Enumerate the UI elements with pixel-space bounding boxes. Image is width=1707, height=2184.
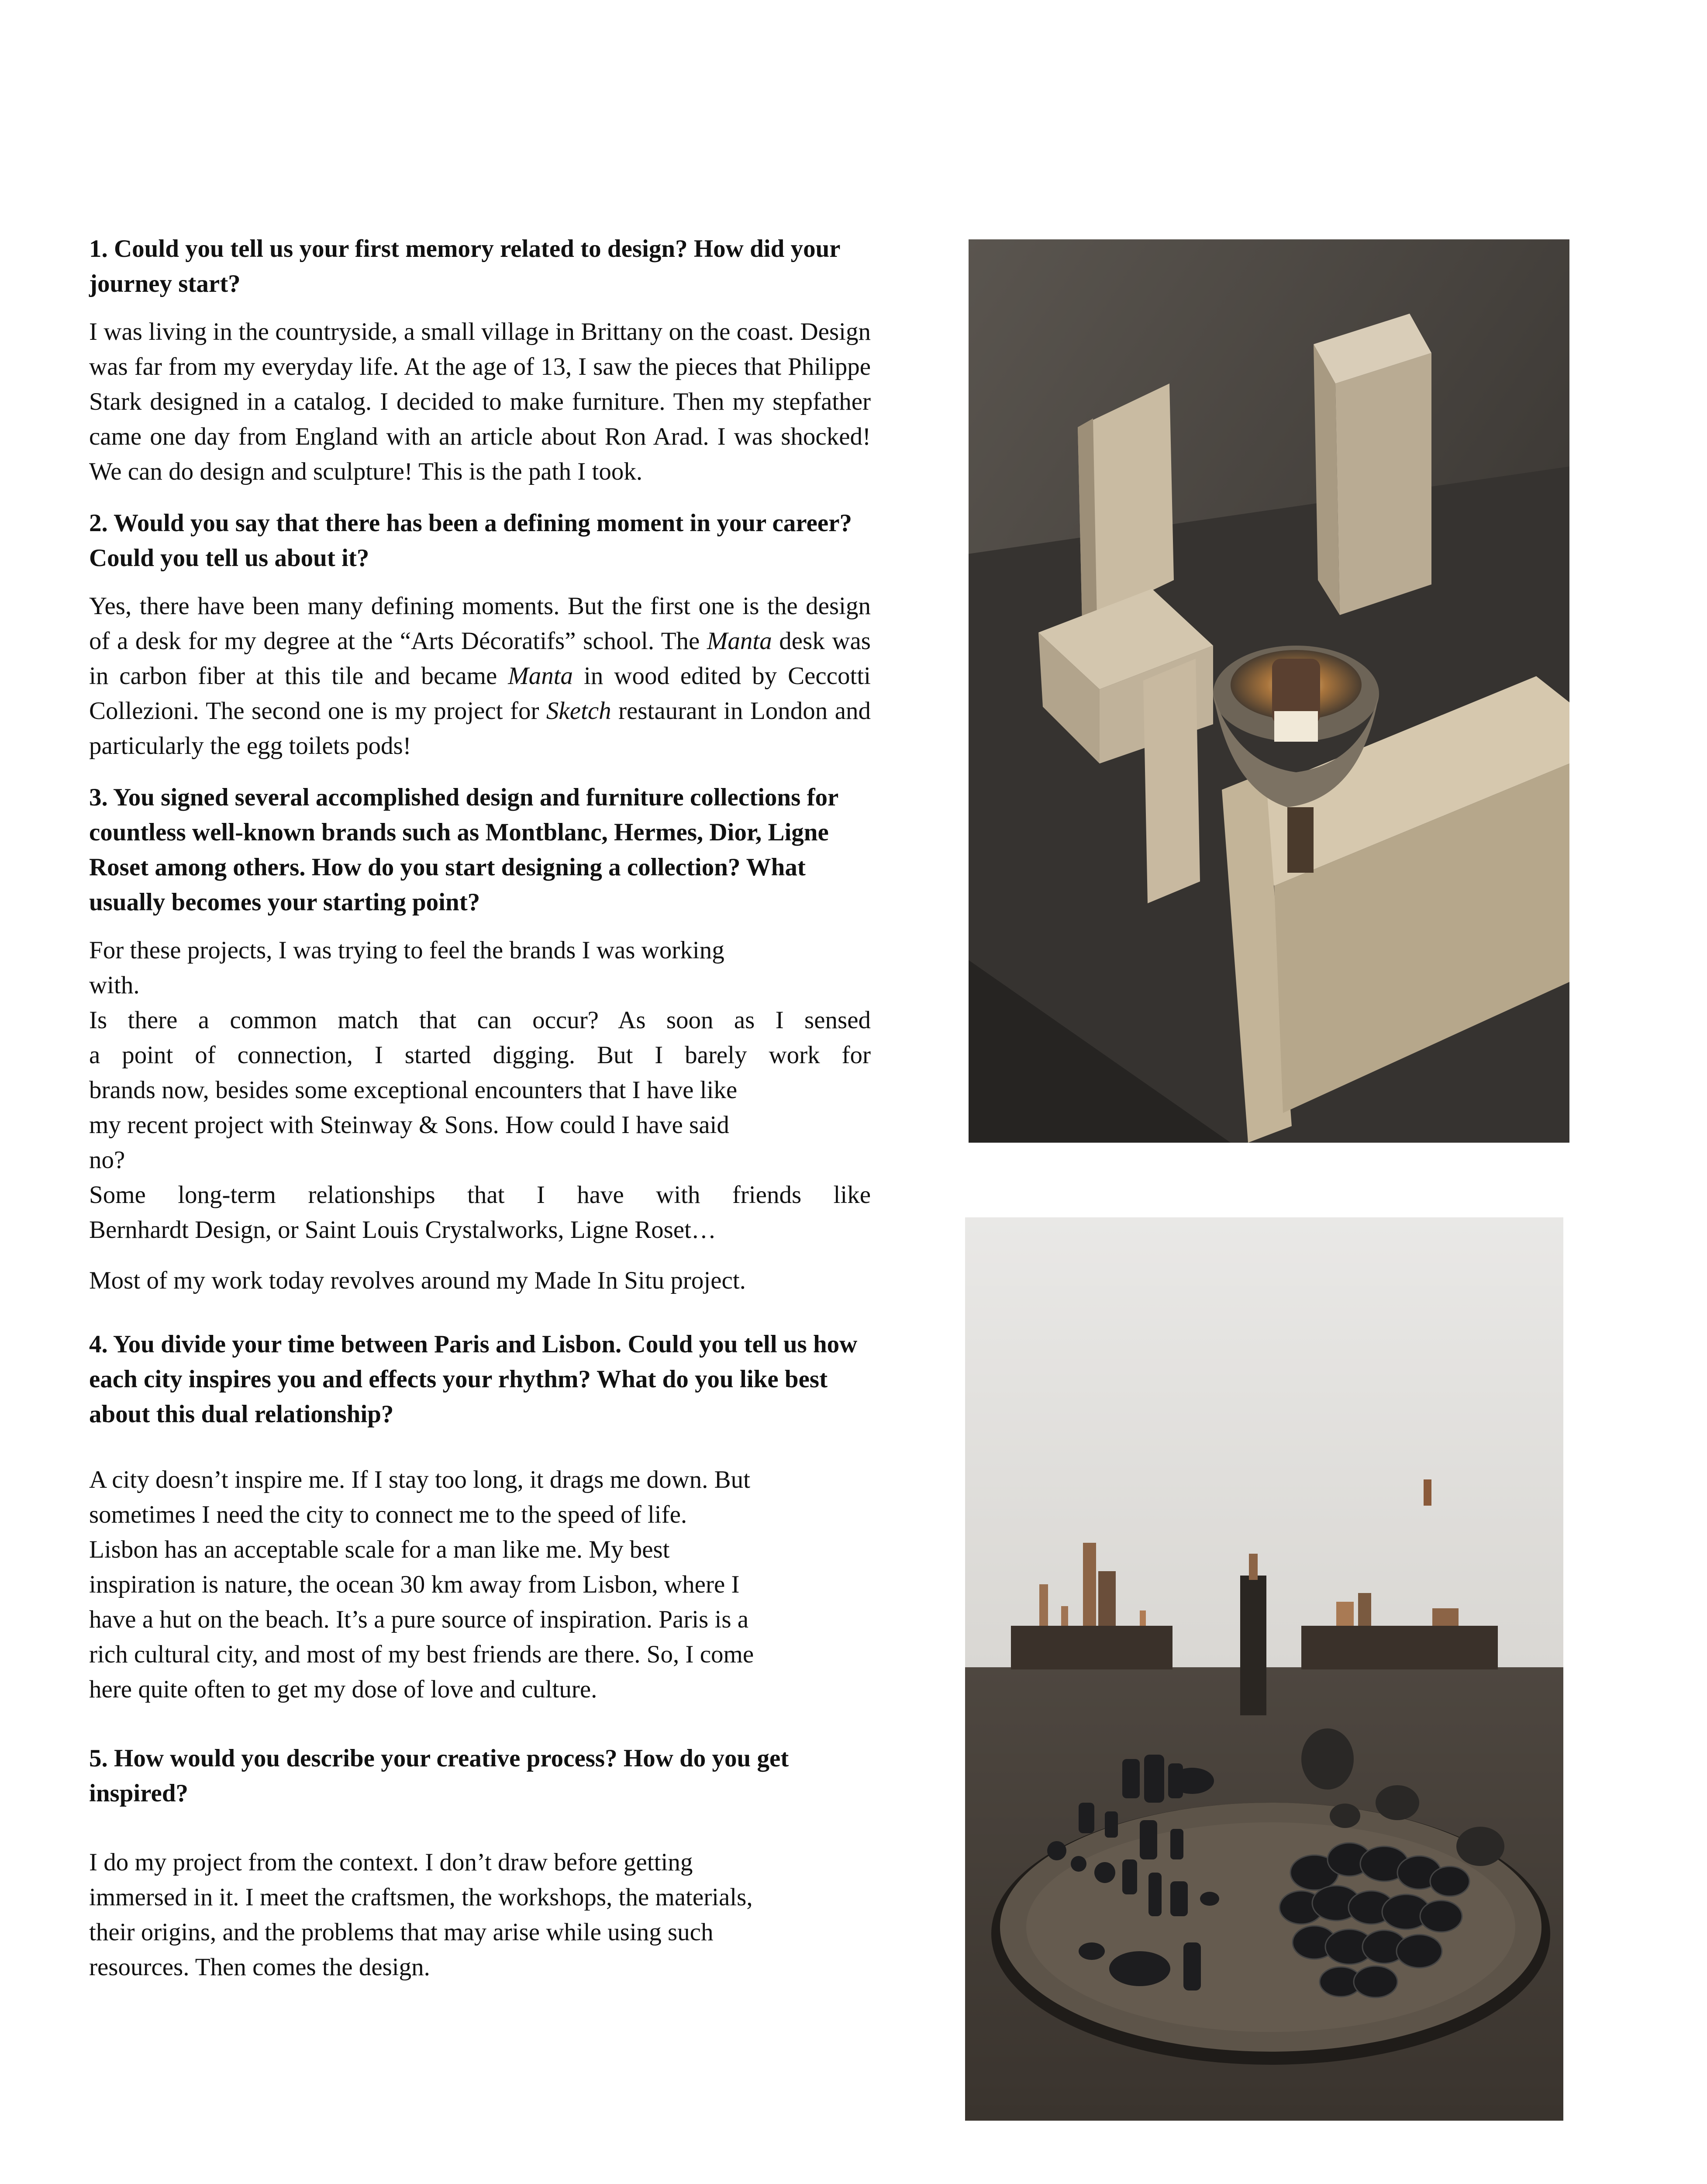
wooden-furniture-and-bark-lamp-photo [969, 239, 1569, 1143]
black-ceramics-installation-photo [965, 1217, 1563, 2121]
question-5: 5. How would you describe your creative process? How do you get inspired? [89, 1745, 789, 1807]
answer-3: For these projects, I was trying to feel the brands I was working with. Is there a common match that can occur? As soon as I sensed a point of connection, I started digging. But I barely work for brands now, besides some exceptional encounters that I have like my recent project with Steinway & Sons. How could I have said no? Some long-term relationships that I have with friends like Bernhardt Design, or Saint Louis Crystalworks, Ligne Roset… [89, 936, 871, 1244]
answer-1: I was living in the countryside, a small village in Brittany on the coast. Design was far from my everyday life. At the age of 13, I saw the pieces that Philippe Stark designed in a catalog. I decided to make furniture. Then my stepfather came one day from England with an article about Ron Arad. I was shocked! We can do design and sculpture! This is the path I took. [89, 318, 871, 485]
question-3: 3. You signed several accomplished design and furniture collections for countless well-known brands such as Montblanc, Hermes, Dior, Ligne Roset among others. How do you start designing a collection? What usually becomes your starting point? [89, 784, 838, 916]
question-4: 4. You divide your time between Paris and Lisbon. Could you tell us how each city inspires you and effects your rhythm? What do you like best about this dual relationship? [89, 1330, 858, 1428]
answer-3-extra: Most of my work today revolves around my Made In Situ project. [89, 1267, 746, 1294]
question-2: 2. Would you say that there has been a defining moment in your career? Could you tell us about it? [89, 509, 852, 572]
answer-5: I do my project from the context. I don’t draw before getting immersed in it. I meet the craftsmen, the workshops, the materials, their origins, and the problems that may arise while using such resources. Then comes the design. [89, 1849, 753, 1981]
answer-2: Yes, there have been many defining moments. But the first one is the design of a desk for my degree at the “Arts Décoratifs” school. The Manta desk was in carbon fiber at this tile and became Manta in wood edited by Ceccotti Collezioni. The second one is my project for Sketch restaurant in London and particularly the egg toilets pods! [89, 592, 871, 760]
furniture-photo-illustration [969, 239, 1569, 1143]
question-1: 1. Could you tell us your first memory related to design? How did your journey start? [89, 235, 840, 297]
interview-text-column [89, 232, 871, 1985]
ceramics-photo-illustration [965, 1217, 1563, 2121]
answer-4: A city doesn’t inspire me. If I stay too long, it drags me down. But sometimes I need the city to connect me to the speed of life. Lisbon has an acceptable scale for a man like me. My best inspiration is nature, the ocean 30 km away from Lisbon, where I have a hut on the beach. It’s a pure source of inspiration. Paris is a rich cultural city, and most of my best friends are there. So, I come here quite often to get my dose of love and culture. [89, 1466, 754, 1703]
